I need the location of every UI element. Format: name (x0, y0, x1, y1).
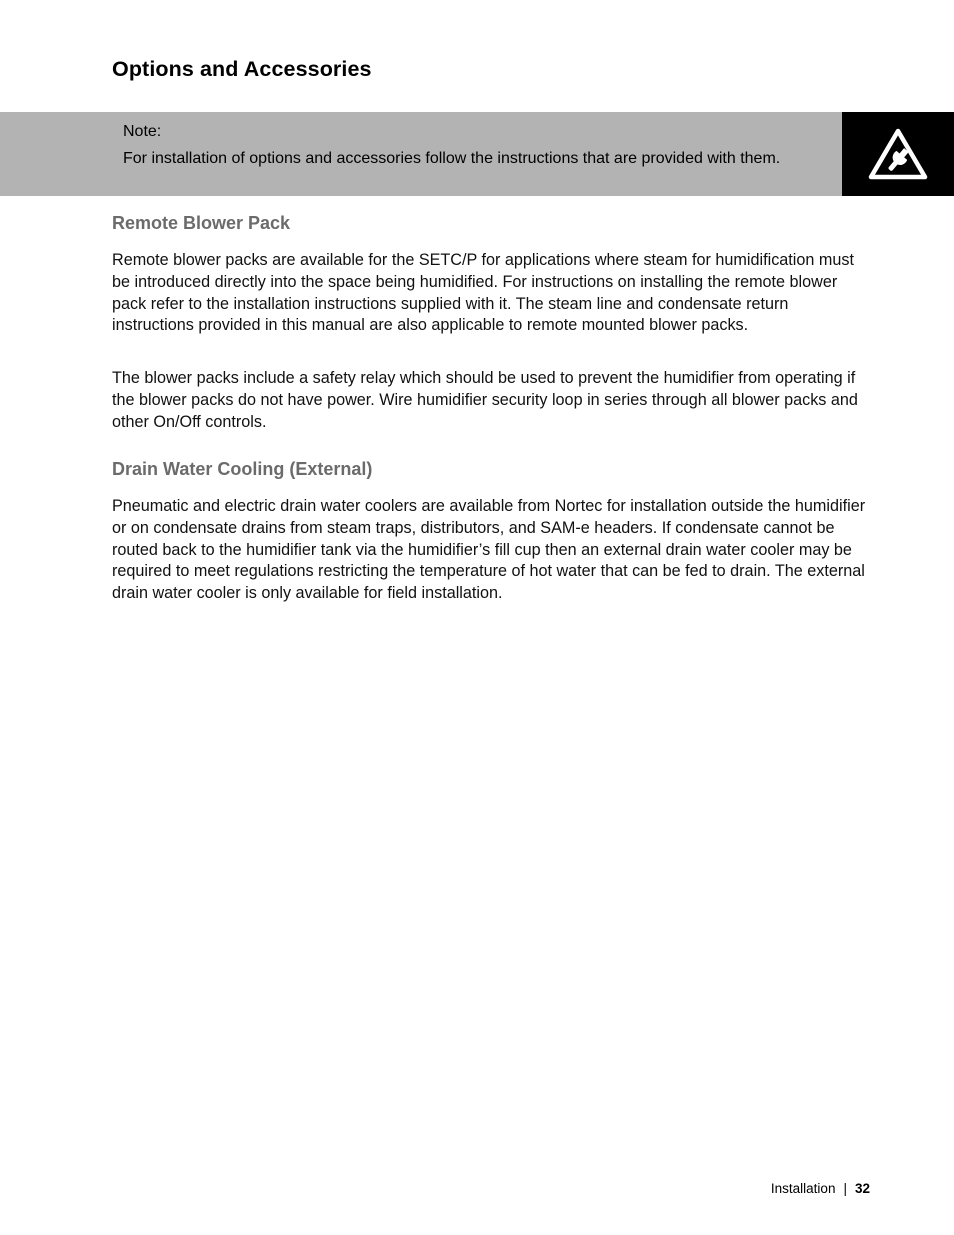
section-heading-remote-blower-pack: Remote Blower Pack (112, 213, 291, 233)
paragraph-drain-water-cooling: Pneumatic and electric drain water coolers are available from Nortec for installation outside the humidifier or on condensate drains from steam traps, distributors, and SAM-e headers. If condensate cannot be routed back to the humidifier tank via the humidifier’s fill cup then an external drain water cooler may be required to meet regulations restricting the temperature of hot water that can be fed to drain. The external drain water cooler is only available for field installation. (112, 497, 866, 603)
warning-wrench-icon (867, 127, 929, 181)
note-heading: Note: (123, 123, 162, 140)
footer-separator: | (843, 1181, 847, 1196)
page-title: Options and Accessories (112, 57, 372, 81)
paragraph-remote-blower-2: The blower packs include a safety relay which should be used to prevent the humidifier from operating if the blower packs do not have power. Wire humidifier security loop in series through all blower packs and other On/Off controls. (112, 369, 858, 431)
page-number: 32 (854, 1181, 870, 1196)
note-text: For installation of options and accessories follow the instructions that are provided with them. (123, 150, 781, 167)
note-icon-box (842, 112, 954, 196)
footer-section-name: Installation (770, 1181, 836, 1196)
paragraph-remote-blower-1: Remote blower packs are available for the SETC/P for applications where steam for humidification must be introduced directly into the space being humidified. For instructions on installing the remote blower pack refer to the installation instructions supplied with it. The steam line and condensate return instructions provided in this manual are also applicable to remote mounted blower packs. (112, 251, 854, 335)
page-footer (771, 1181, 870, 1196)
section-heading-drain-water-cooling: Drain Water Cooling (External) (112, 459, 373, 479)
